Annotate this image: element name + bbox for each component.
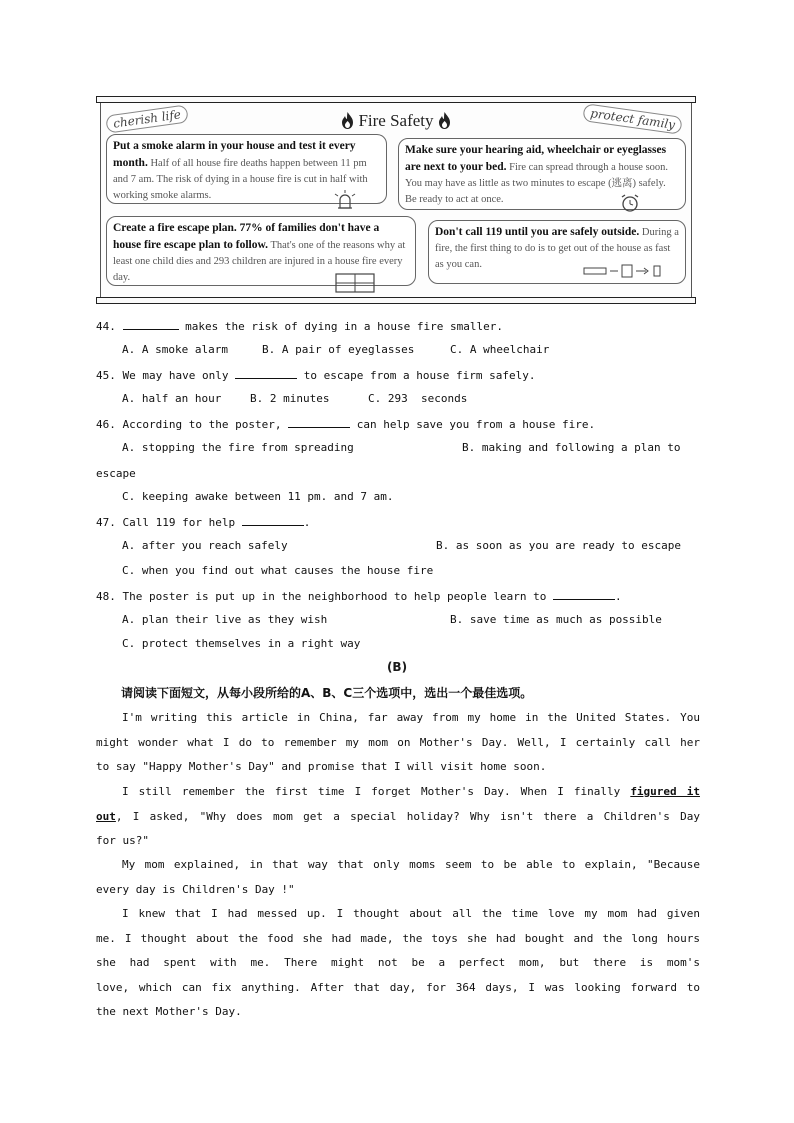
option: C. when you find out what causes the house fire <box>122 564 434 577</box>
answer-blank <box>123 318 179 330</box>
banner-cherish-life: cherish life <box>105 104 189 133</box>
phone-call-icon <box>582 264 672 278</box>
option: A. after you reach safely <box>122 539 288 552</box>
question-47: 47. Call 119 for help . <box>96 516 311 529</box>
text-line: out, I asked, "Why does mom get a special holiday? Why isn't there a Children's Day <box>96 809 700 823</box>
smoke-alarm-icon <box>332 188 358 210</box>
poster-card-smoke-alarm: Put a smoke alarm in your house and test it every month. Half of all house fire deaths happen between 11 pm and 7 am. The risk of dying in a house fire is cut in half with working smoke alarms. <box>106 134 387 204</box>
option: A. A smoke alarm <box>122 343 228 356</box>
poster-card-escape-plan: Create a fire escape plan. 77% of families don't have a house fire escape plan to follow. That's one of the reasons why at least one child dies and 293 children are injured in a house fire every day. <box>106 216 416 286</box>
option: A. half an hour <box>122 392 222 405</box>
flame-icon <box>341 112 354 129</box>
answer-blank <box>288 416 350 428</box>
option: C. 293 seconds <box>368 392 468 405</box>
question-46: 46. According to the poster, can help save you from a house fire. <box>96 418 596 431</box>
option: B. A pair of eyeglasses <box>262 343 415 356</box>
poster-bottom-roller <box>96 297 696 304</box>
option: B. save time as much as possible <box>450 613 662 626</box>
option: B. 2 minutes <box>250 392 330 405</box>
text-line: I knew that I had messed up. I thought about all the time love my mom had given <box>122 907 700 920</box>
poster-title <box>316 111 476 131</box>
text-line: she had spent with me. There might not be a perfect mom, but there is mom's <box>96 956 700 969</box>
text-line: to say "Happy Mother's Day" and promise that I will visit home soon. <box>96 760 547 773</box>
poster-title-text: Fire Safety <box>358 111 434 130</box>
alarm-clock-icon <box>618 192 642 214</box>
poster-card-hearing-aid: Make sure your hearing aid, wheelchair or eyeglasses are next to your bed. Fire can spread through a house soon. You may have as little as two minutes to escape (逃离) safely. Be ready to act at once. <box>398 138 686 210</box>
flame-icon <box>438 112 451 129</box>
text-line: me. I thought about the food she had made, the toys she had bought and the long hours <box>96 931 700 945</box>
option: C. keeping awake between 11 pm. and 7 am. <box>122 490 394 503</box>
poster-top-roller <box>96 96 696 103</box>
text-line: love, which can fix anything. After that day, for 364 days, I was looking forward to <box>96 980 700 994</box>
option: A. plan their live as they wish <box>122 613 328 626</box>
banner-protect-family: protect family <box>582 103 683 135</box>
section-b-label: (B) <box>386 660 408 674</box>
option: B. making and following a plan to <box>462 441 681 454</box>
text-line: I still remember the first time I forget Mother's Day. When I finally figured it <box>122 785 700 798</box>
answer-blank <box>235 367 297 379</box>
text-line: for us?" <box>96 834 149 847</box>
paragraph-1 <box>96 706 700 780</box>
answer-blank <box>553 588 615 600</box>
option-continuation: escape <box>96 467 136 480</box>
paragraph-3 <box>96 853 700 902</box>
text-line: My mom explained, in that way that only moms seem to be able to explain, "Because <box>122 858 700 871</box>
question-48: 48. The poster is put up in the neighborhood to help people learn to . <box>96 590 622 603</box>
fire-safety-poster <box>96 96 696 306</box>
paragraph-2 <box>96 780 700 854</box>
option: A. stopping the fire from spreading <box>122 441 354 454</box>
section-b-instruction: 请阅读下面短文，从每小段所给的A、B、C三个选项中，选出一个最佳选项。 <box>121 686 533 700</box>
text-line: the next Mother's Day. <box>96 1005 242 1018</box>
text-line: might wonder what I do to remember my mom on Mother's Day. Well, I certainly call her <box>96 735 700 749</box>
answer-blank <box>242 514 304 526</box>
highlight-phrase: figured it <box>630 785 700 798</box>
text-line: every day is Children's Day !" <box>96 882 295 896</box>
text-line: I'm writing this article in China, far away from my home in the United States. You <box>122 711 700 724</box>
highlight-phrase: out <box>96 809 116 823</box>
floor-plan-icon <box>334 272 376 294</box>
paragraph-4 <box>96 902 700 1025</box>
question-44: 44. makes the risk of dying in a house fire smaller. <box>96 320 504 333</box>
option: C. protect themselves in a right way <box>122 637 361 650</box>
poster-card-call-119: Don't call 119 until you are safely outside. During a fire, the first thing to do is to get out of the house as fast as you can. <box>428 220 686 284</box>
option: C. A wheelchair <box>450 343 550 356</box>
option: B. as soon as you are ready to escape <box>436 539 682 552</box>
question-45: 45. We may have only to escape from a house firm safely. <box>96 369 536 382</box>
